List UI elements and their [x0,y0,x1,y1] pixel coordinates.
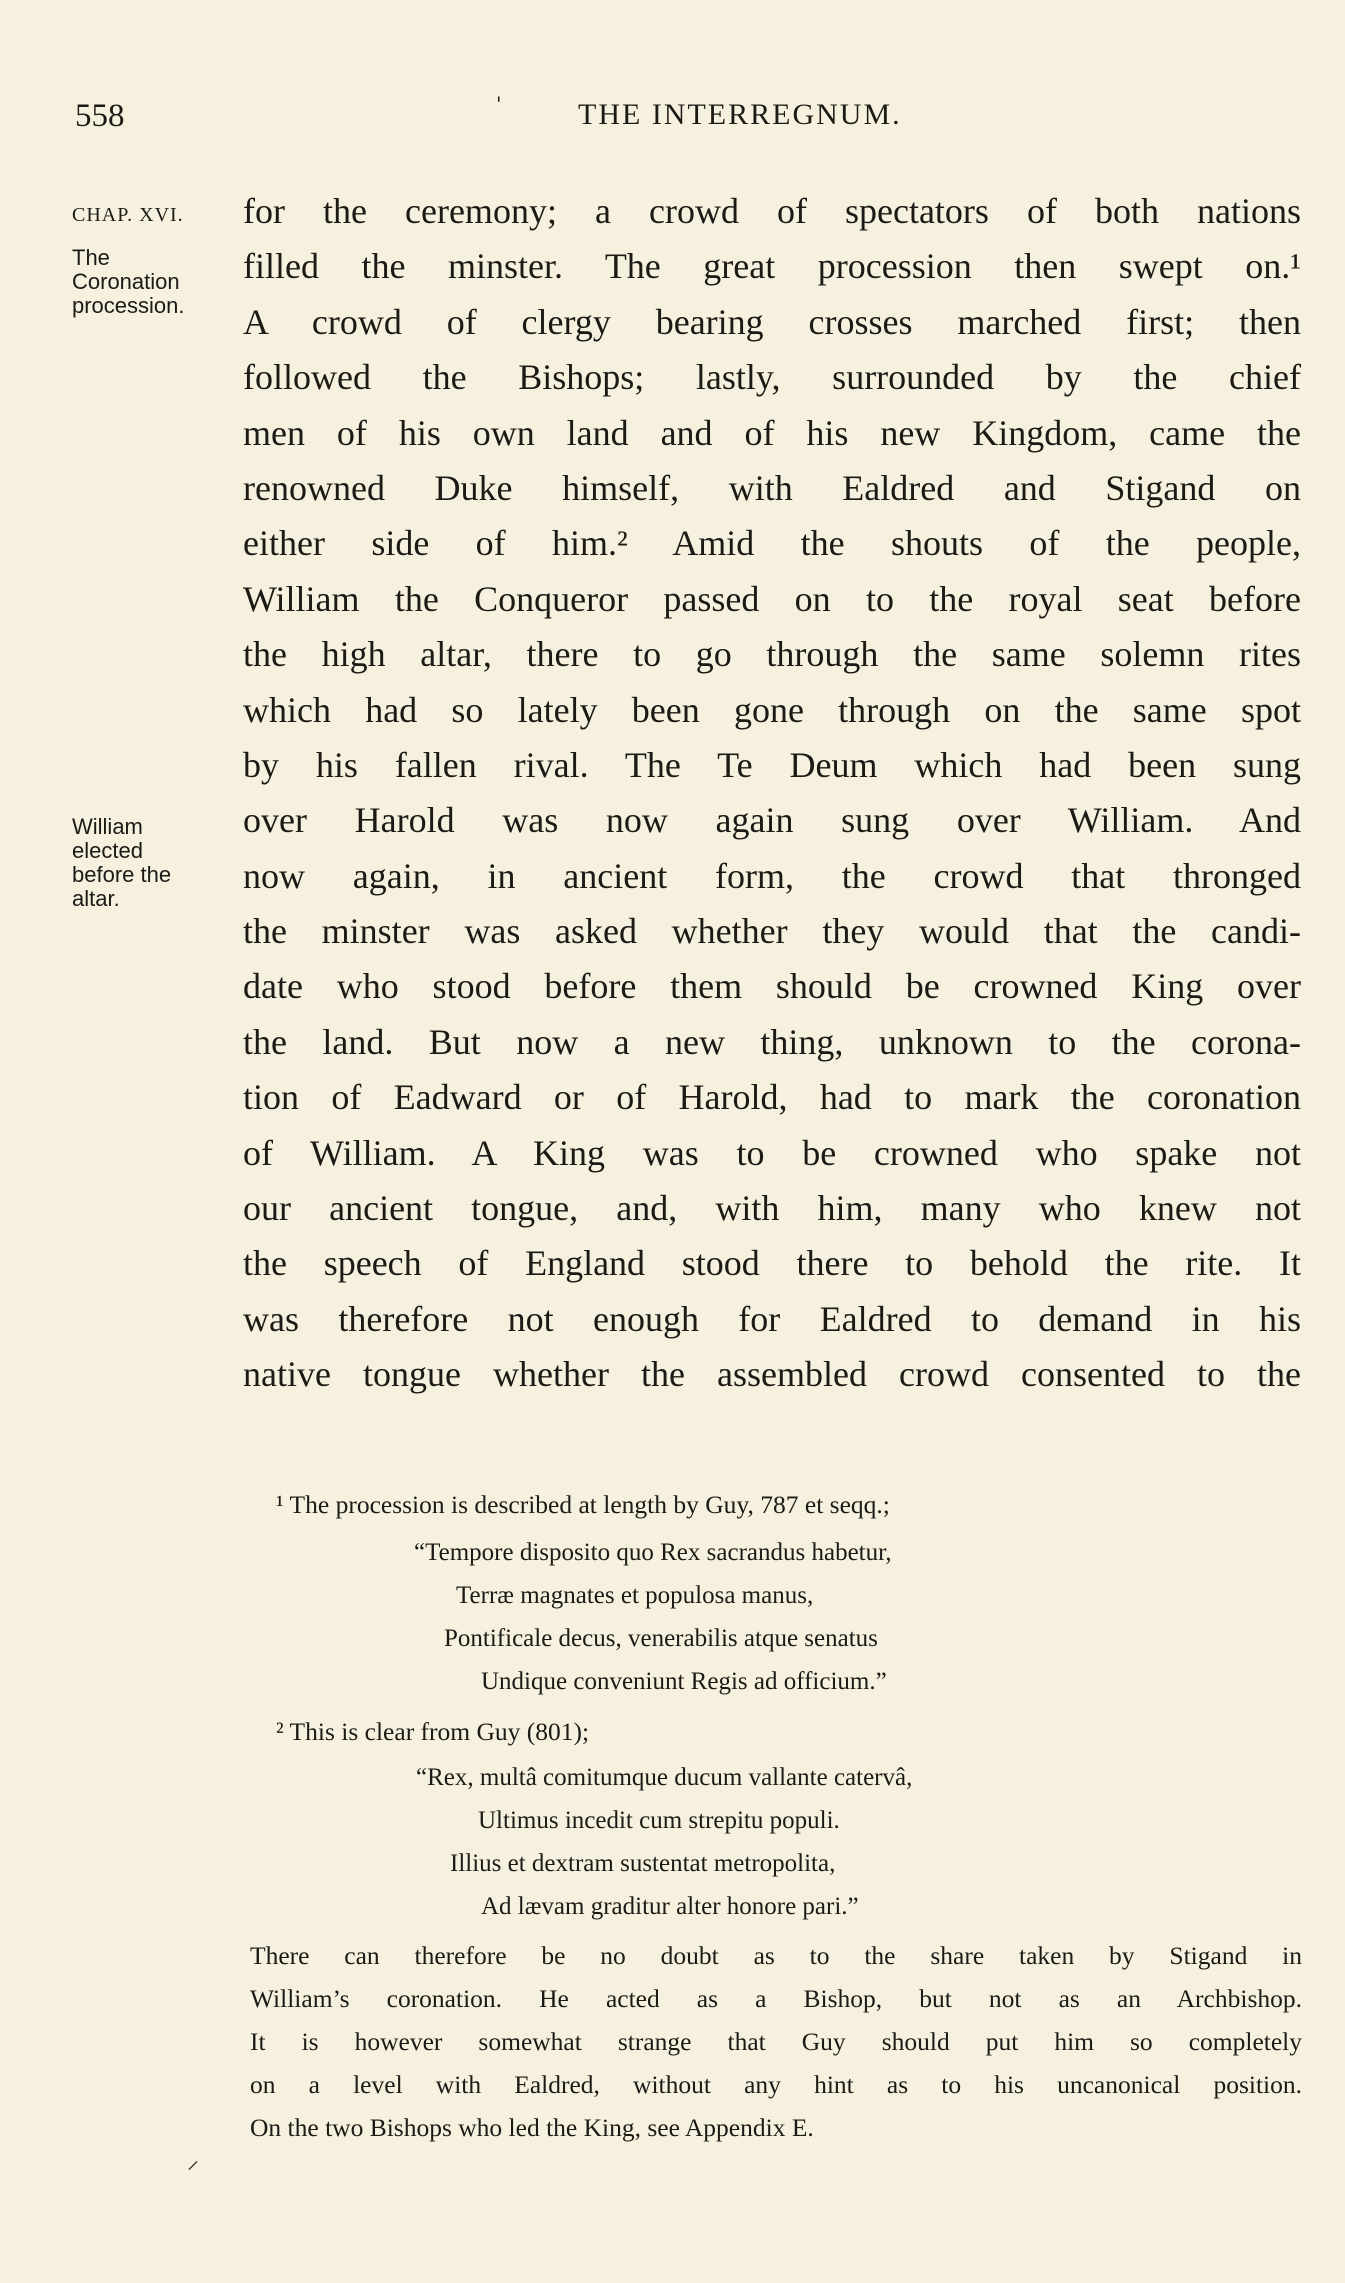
sidenote-line: The [72,245,110,270]
footnote-2-verse-line: Illius et dextram sustentat metropolita, [450,1850,836,1877]
body-line: our ancient tongue, and, with him, many who knew not [243,1188,1301,1229]
body-line: William the Conqueror passed on to the royal seat before [243,578,1301,619]
body-line: the land. But now a new thing, unknown to the corona- [243,1021,1301,1062]
footnote-2-intro: ² This is clear from Guy (801); [276,1717,590,1746]
body-line: date who stood before them should be crowned King over [243,966,1301,1007]
sidenote-line: William [72,814,143,839]
sidenote-william-elected [72,815,242,911]
footnote-2-prose-line: There can therefore be no doubt as to the share taken by Stigand in [250,1941,1302,1970]
body-line: for the ceremony; a crowd of spectators of both nations [243,191,1301,231]
body-line: men of his own land and of his new Kingdom, came the [243,412,1301,453]
body-line: was therefore not enough for Ealdred to demand in his [243,1298,1301,1339]
body-line: followed the Bishops; lastly, surrounded by the chief [243,357,1301,398]
sidenote-line: before the [72,862,172,887]
header-ornament: ' [496,92,502,116]
ink-speck: ⸝ [187,2146,199,2174]
chapter-label: CHAP. XVI. [72,204,184,226]
body-line: native tongue whether the assembled crowd consented to the [243,1354,1301,1395]
footnote-2-verse-line: Ultimus incedit cum strepitu populi. [478,1807,840,1834]
body-line: the speech of England stood there to behold the rite. It [243,1243,1301,1284]
sidenote-line: procession. [72,293,185,318]
body-line: either side of him.² Amid the shouts of the people, [243,523,1301,564]
body-line: renowned Duke himself, with Ealdred and Stigand on [243,467,1301,508]
body-line: which had so lately been gone through on the same spot [243,689,1301,730]
body-line: over Harold was now again sung over William. And [243,800,1301,841]
footnote-2-verse-line: “Rex, multâ comitumque ducum vallante catervâ, [416,1764,913,1791]
footnote-1-verse-line: Terræ magnates et populosa manus, [456,1582,814,1609]
footnote-1-verse-line: “Tempore disposito quo Rex sacrandus habetur, [414,1539,892,1566]
footnote-2-prose-line: on a level with Ealdred, without any hint as to his uncanonical position. [250,2070,1302,2099]
sidenote-line: Coronation [72,269,180,294]
body-line: by his fallen rival. The Te Deum which had been sung [243,744,1301,785]
footnote-1-verse-line: Pontificale decus, venerabilis atque senatus [444,1625,878,1652]
footnote-2-prose-line: It is however somewhat strange that Guy should put him so completely [250,2027,1302,2056]
body-line: tion of Eadward or of Harold, had to mark the coronation [243,1077,1301,1118]
footnote-1-intro: ¹ The procession is described at length by Guy, 787 et seqq.; [276,1490,890,1519]
page-number: 558 [75,98,125,134]
body-line: of William. A King was to be crowned who spake not [243,1132,1301,1173]
body-line: now again, in ancient form, the crowd that thronged [243,855,1301,896]
body-line: A crowd of clergy bearing crosses marched first; then [243,301,1301,342]
footnote-1-verse-line: Undique conveniunt Regis ad officium.” [481,1668,887,1695]
body-line: the minster was asked whether they would that the candi- [243,911,1301,952]
body-line: filled the minster. The great procession then swept on.¹ [243,246,1301,287]
sidenote-line: altar. [72,886,120,911]
running-title: THE INTERREGNUM. [578,98,902,131]
footnote-2-prose-line: On the two Bishops who led the King, see Appendix E. [250,2113,814,2142]
main-body-text [243,184,1301,1403]
body-line: the high altar, there to go through the same solemn rites [243,634,1301,675]
sidenote-coronation-procession [72,246,242,318]
sidenote-line: elected [72,838,143,863]
footnote-2-prose-line: William’s coronation. He acted as a Bishop, but not as an Archbishop. [250,1984,1302,2013]
footnote-2-verse-line: Ad lævam graditur alter honore pari.” [481,1893,859,1920]
